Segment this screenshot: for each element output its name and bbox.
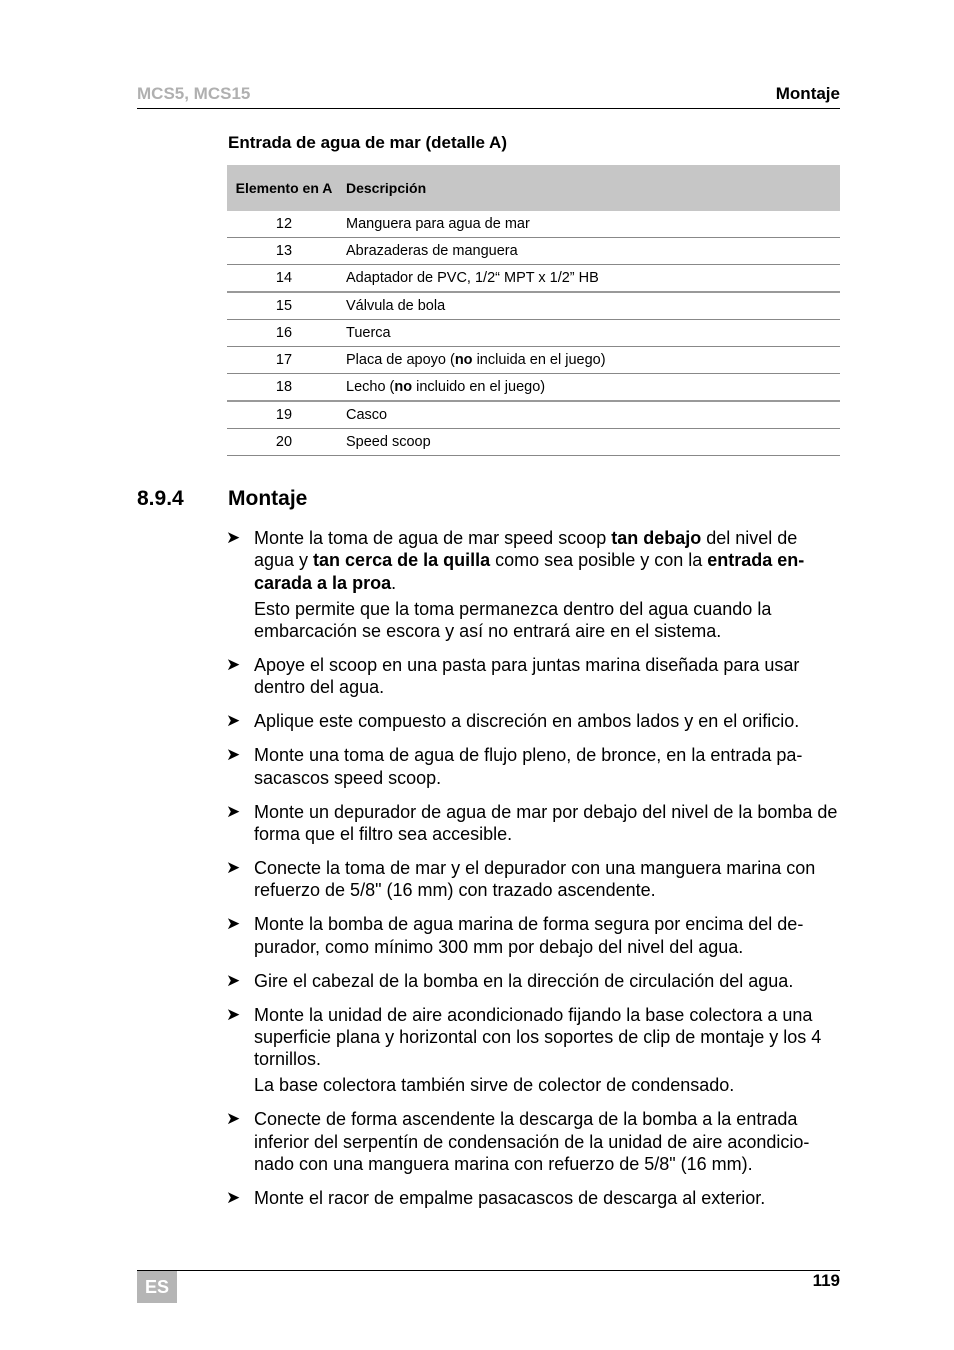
table-title: Entrada de agua de mar (detalle A) (228, 133, 507, 152)
element-number: 13 (227, 238, 341, 265)
arrow-bullet-icon: ➤ (226, 914, 241, 934)
arrow-bullet-icon: ➤ (226, 1004, 241, 1024)
element-description: Abrazaderas de manguera (341, 238, 840, 265)
arrow-bullet-icon: ➤ (226, 711, 241, 731)
step-text-part: como sea posible y con la (490, 550, 708, 571)
step-text: Conecte de forma ascendente la descarga de la bomba a la entrada inferior del serpentín de condensación de la unidad de aire acondicio-nado con una manguera marina con refuerzo de 5/8" (16 mm). (254, 1109, 810, 1175)
step-text: Conecte la toma de mar y el depurador con una manguera marina con refuerzo de 5/8" (16 mm) con trazado ascendente. (254, 858, 816, 901)
step-text: Monte la bomba de agua marina de forma segura por encima del de-purador, como mínimo 300 mm por debajo del nivel del agua. (254, 914, 804, 957)
step-text: Monte un depurador de agua de mar por debajo del nivel de la bomba de forma que el filtro sea accesible. (254, 801, 838, 845)
instruction-step (228, 857, 842, 902)
instruction-step (228, 1004, 842, 1097)
arrow-bullet-icon: ➤ (226, 745, 241, 765)
element-number: 15 (227, 292, 341, 320)
table-row (227, 401, 840, 429)
desc-text: incluida en el juego) (472, 352, 606, 368)
step-emphasis: tan debajo (611, 528, 702, 548)
desc-text: Placa de apoyo ( (346, 352, 455, 368)
chapter-title: Montaje (775, 84, 840, 103)
step-text: Apoye el scoop en una pasta para juntas marina diseñada para usar dentro del agua. (254, 655, 800, 698)
step-note: La base colectora también sirve de colector de condensado. (254, 1075, 735, 1096)
step-text-part: del nivel de agua y (254, 528, 798, 571)
section-title: Montaje (228, 487, 308, 510)
step-text: Monte el racor de empalme pasacascos de descarga al exterior. (254, 1188, 766, 1208)
arrow-bullet-icon: ➤ (226, 655, 241, 675)
table-row (227, 347, 840, 374)
product-name: MCS5, MCS15 (137, 84, 251, 103)
table-row (227, 238, 840, 265)
instruction-step (228, 1108, 842, 1175)
table-row (227, 429, 840, 456)
instruction-step (228, 970, 842, 992)
instruction-step (228, 1187, 842, 1209)
arrow-bullet-icon: ➤ (226, 801, 241, 821)
step-text: Monte una toma de agua de flujo pleno, de bronce, en la entrada pa-sacascos speed scoop. (254, 745, 803, 788)
page-number: 119 (812, 1271, 840, 1290)
step-emphasis: entrada en-carada a la proa (254, 550, 805, 593)
table-row (227, 292, 840, 320)
desc-text: incluido en el juego) (412, 379, 546, 395)
step-text: Aplique este compuesto a discreción en ambos lados y en el orificio. (254, 711, 800, 732)
table-header-row (227, 165, 840, 211)
parts-table (227, 165, 840, 456)
desc-emphasis: no (454, 352, 473, 368)
element-number: 17 (227, 347, 341, 374)
element-number: 16 (227, 320, 341, 347)
step-text (254, 527, 842, 594)
section-number: 8.9.4 (137, 487, 184, 510)
table-row (227, 320, 840, 347)
element-number: 18 (227, 374, 341, 402)
instruction-step (228, 710, 842, 732)
element-description: Speed scoop (341, 429, 840, 456)
header-divider (137, 108, 840, 109)
desc-text: Lecho ( (346, 379, 395, 395)
element-number: 12 (227, 211, 341, 238)
element-description: Tuerca (341, 320, 840, 347)
element-description: Adaptador de PVC, 1/2“ MPT x 1/2” HB (341, 265, 840, 293)
col-element-header: Elemento en A (227, 165, 341, 211)
arrow-bullet-icon: ➤ (226, 1188, 241, 1207)
table-row (227, 211, 840, 238)
table-row (227, 374, 840, 402)
element-description (341, 347, 840, 374)
element-number: 19 (227, 401, 341, 429)
arrow-bullet-icon: ➤ (226, 1109, 241, 1129)
instruction-step (228, 527, 842, 642)
instruction-step (228, 913, 842, 958)
table-row (227, 265, 840, 293)
arrow-bullet-icon: ➤ (226, 970, 241, 990)
step-text: Monte la unidad de aire acondicionado fijando la base colectora a una superficie plana y horizontal con los soportes de clip de montaje y los 4 tornillos. (254, 1004, 822, 1070)
step-note: Esto permite que la toma permanezca dentro del agua cuando la embarcación se escora y así no entrará aire en el sistema. (254, 598, 772, 642)
col-description-header: Descripción (341, 165, 840, 211)
element-number: 14 (227, 265, 341, 293)
element-description (341, 374, 840, 402)
step-text-part: . (391, 572, 397, 593)
arrow-bullet-icon: ➤ (226, 528, 241, 547)
footer-divider (137, 1270, 840, 1271)
step-emphasis: tan cerca de la quilla (313, 550, 491, 571)
arrow-bullet-icon: ➤ (226, 858, 241, 877)
element-description: Válvula de bola (341, 292, 840, 320)
language-badge: ES (137, 1271, 177, 1303)
instruction-step (228, 744, 842, 789)
instruction-step (228, 654, 842, 699)
element-number: 20 (227, 429, 341, 456)
step-text-part: Monte la toma de agua de mar speed scoop (254, 528, 612, 548)
desc-emphasis: no (394, 379, 413, 395)
instruction-list (228, 527, 842, 1221)
element-description: Manguera para agua de mar (341, 211, 840, 238)
instruction-step (228, 801, 842, 846)
step-text: Gire el cabezal de la bomba en la dirección de circulación del agua. (254, 970, 794, 991)
element-description: Casco (341, 401, 840, 429)
